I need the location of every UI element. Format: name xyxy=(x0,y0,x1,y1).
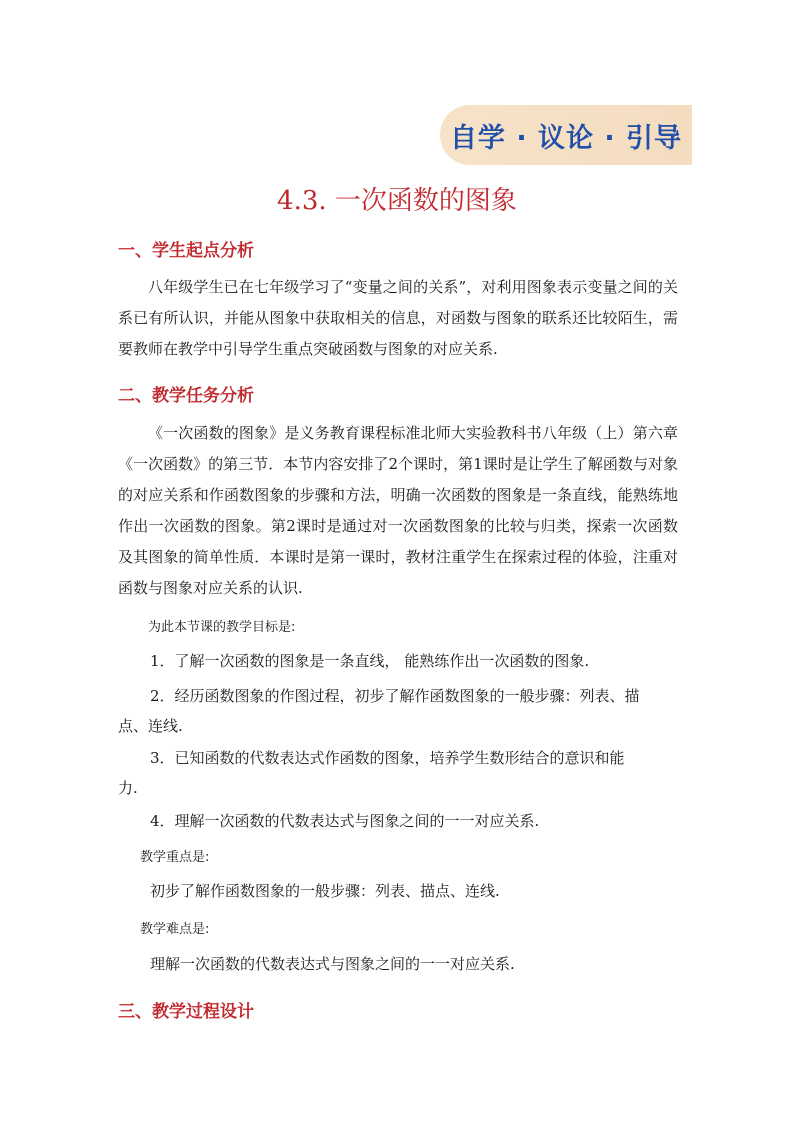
difficulty-label: 教学难点是: xyxy=(140,922,210,937)
objective-3-line-1: 3．已知函数的代数表达式作函数的图象，培养学生数形结合的意识和能 xyxy=(150,749,625,767)
objective-2-line-1: 2．经历函数图象的作图过程，初步了解作函数图象的一般步骤：列表、描 xyxy=(150,687,640,705)
key-point-label: 教学重点是: xyxy=(140,850,210,865)
objective-2-line-2: 点、连线. xyxy=(118,717,183,735)
objective-3-line-2: 力. xyxy=(118,779,138,797)
header-banner xyxy=(440,105,692,165)
objectives-intro: 为此本节课的教学目标是: xyxy=(148,620,296,635)
section-heading-1: 一、学生起点分析 xyxy=(118,241,254,261)
objective-1: 1．了解一次函数的图象是一条直线， 能熟练作出一次函数的图象. xyxy=(150,652,590,670)
section-heading-2: 二、教学任务分析 xyxy=(118,386,254,406)
section-heading-3: 三、教学过程设计 xyxy=(118,1002,254,1022)
page-title: 4.3. 一次函数的图象 xyxy=(277,186,517,216)
paragraph-student-analysis: 八年级学生已在七年级学习了“变量之间的关系”，对利用图象表示变量之间的关系已有所认识，并能从图象中获取相关的信息，对函数与图象的联系还比较陌生，需要教师在教学中引导学生重点突破函数与图象的对应关系. xyxy=(118,278,678,358)
key-point-text: 初步了解作函数图象的一般步骤：列表、描点、连线. xyxy=(150,882,500,900)
paragraph-task-analysis: 《一次函数的图象》是义务教育课程标准北师大实验教科书八年级（上）第六章《一次函数》的第三节．本节内容安排了2个课时，第1课时是让学生了解函数与对象的对应关系和作函数图象的步骤和方法，明确一次函数的图象是一条直线，能熟练地作出一次函数的图象。第2课时是通过对一次函数图象的比较与归类，探索一次函数及其图象的简单性质．本课时是第一课时，教材注重学生在探索过程的体验，注重对函数与图象对应关系的认识. xyxy=(118,424,678,597)
objective-4: 4．理解一次函数的代数表达式与图象之间的一一对应关系. xyxy=(150,812,540,830)
banner-text: 自学 · 议论 · 引导 xyxy=(449,122,683,154)
difficulty-text: 理解一次函数的代数表达式与图象之间的一一对应关系. xyxy=(150,955,515,973)
